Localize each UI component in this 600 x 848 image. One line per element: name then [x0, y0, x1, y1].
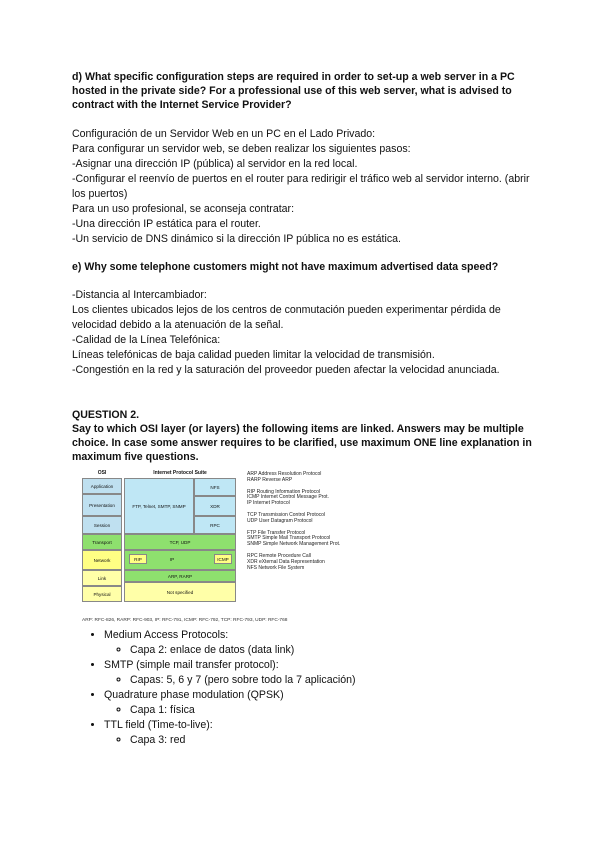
sub-list-item: ◦ Capas: 5, 6 y 7 (pero sobre todo la 7 aplicación) — [130, 673, 532, 688]
osi-session: Session — [82, 516, 122, 534]
legend-line: ARP Address Resolution Protocol — [247, 471, 322, 477]
legend-line: IP Internet Protocol — [247, 500, 290, 507]
osi-transport: Transport — [82, 534, 122, 550]
osi-header: OSI — [97, 470, 107, 476]
arp-rarp-box: ARP, RARP — [124, 570, 236, 582]
sub-list-item: ◦ Capa 3: red — [130, 733, 532, 748]
osi-link: Link — [82, 570, 122, 586]
question-2-intro: Say to which OSI layer (or layers) the following items are linked. Answers may be multiple choice. In case some answer requires to be clarified, use maximum ONE line explanation in maximum five questions. — [72, 423, 532, 463]
answer-d-line: -Configurar el reenvío de puertos en el router para redirigir el tráfico web al servidor interno. (abrir los puertos) — [72, 173, 530, 200]
figure-caption: ARP: RFC-826, RARP: RFC-903, IP: RFC-791, ICMP: RFC-792, TCP: RFC-793, UDP: RFC-768 — [82, 618, 288, 623]
answer-d-line: -Un servicio de DNS dinámico si la dirección IP pública no es estática. — [72, 233, 401, 245]
tcp-udp-box: TCP, UDP — [124, 534, 236, 550]
answer-e-line: -Congestión en la red y la saturación del proveedor pueden afectar la velocidad anunciada. — [72, 364, 500, 376]
rip-box: RIP — [129, 554, 147, 564]
answer-item: SMTP (simple mail transfer protocol): — [104, 659, 279, 671]
sub-list-item: ◦ Capa 2: enlace de datos (data link) — [130, 643, 532, 658]
list-item — [104, 658, 532, 688]
legend-line: RARP Reverse ARP — [247, 476, 293, 483]
not-specified-box: Not specified — [124, 582, 236, 602]
nfs-box: NFS — [194, 478, 236, 496]
list-item — [104, 628, 532, 658]
answer-e-line: Los clientes ubicados lejos de los centros de conmutación pueden experimentar pérdida de velocidad debido a la atenuación de la señal. — [72, 304, 501, 331]
answer-d-line: Para configurar un servidor web, se deben realizar los siguientes pasos: — [72, 143, 411, 155]
legend-line: SMTP Simple Mail Transport Protocol — [247, 535, 331, 542]
legend-line: ICMP Internet Control Message Prot. — [247, 494, 329, 501]
answer-item: Medium Access Protocols: — [104, 629, 229, 641]
ip-box: IP — [169, 556, 175, 562]
legend-line: XDR eXternal Data Representation — [247, 558, 325, 565]
answer-d-line: -Una dirección IP estática para el router. — [72, 218, 261, 230]
answer-e-line: -Calidad de la Línea Telefónica: — [72, 334, 221, 346]
ftp-telnet-box: FTP, Telnet, SMTP, SNMP — [124, 478, 194, 534]
legend-line: RPC Remote Procedure Call — [247, 552, 311, 559]
osi-physical: Physical — [82, 586, 122, 602]
document-page — [72, 70, 532, 748]
question-2-title: QUESTION 2. — [72, 409, 140, 421]
legend-line: UDP User Datagram Protocol — [247, 517, 313, 524]
figure-legend — [247, 472, 340, 571]
legend-line: NFS Network File System — [247, 564, 305, 571]
answer-e-line: -Distancia al Intercambiador: — [72, 289, 207, 301]
answer-d-line: Configuración de un Servidor Web en un PC en el Lado Privado: — [72, 128, 376, 140]
osi-application: Application — [82, 478, 122, 494]
osi-protocol-figure — [82, 470, 382, 614]
list-item — [104, 718, 532, 748]
suite-header: Internet Protocol Suite — [153, 470, 207, 476]
osi-presentation: Presentation — [82, 494, 122, 516]
question-e: e) Why some telephone customers might not have maximum advertised data speed? — [72, 261, 499, 273]
osi-network: Network — [82, 550, 122, 570]
icmp-box: ICMP — [214, 554, 232, 564]
sub-list-item: ◦ Capa 1: física — [130, 703, 532, 718]
xdr-box: XDR — [194, 496, 236, 516]
answer-item: Quadrature phase modulation (QPSK) — [104, 689, 284, 701]
answer-e-line: Líneas telefónicas de baja calidad pueden limitar la velocidad de transmisión. — [72, 349, 435, 361]
legend-line: RIP Routing Information Protocol — [247, 488, 321, 495]
rpc-box: RPC — [194, 516, 236, 534]
answer-d-line: Para un uso profesional, se aconseja contratar: — [72, 203, 295, 215]
answer-d-line: -Asignar una dirección IP (pública) al servidor en la red local. — [72, 158, 358, 170]
question-d: d) What specific configuration steps are required in order to set-up a web server in a PC hosted in the private side? For a professional use of this web server, what is advised to contract with the Internet Service Provider? — [72, 71, 515, 111]
legend-line: TCP Transmission Control Protocol — [247, 511, 325, 518]
legend-line: SNMP Simple Network Management Prot. — [247, 541, 341, 548]
legend-line: FTP File Transfer Protocol — [247, 529, 306, 536]
list-item — [104, 688, 532, 718]
answers-list — [72, 628, 532, 748]
answer-item: TTL field (Time-to-live): — [104, 719, 213, 731]
